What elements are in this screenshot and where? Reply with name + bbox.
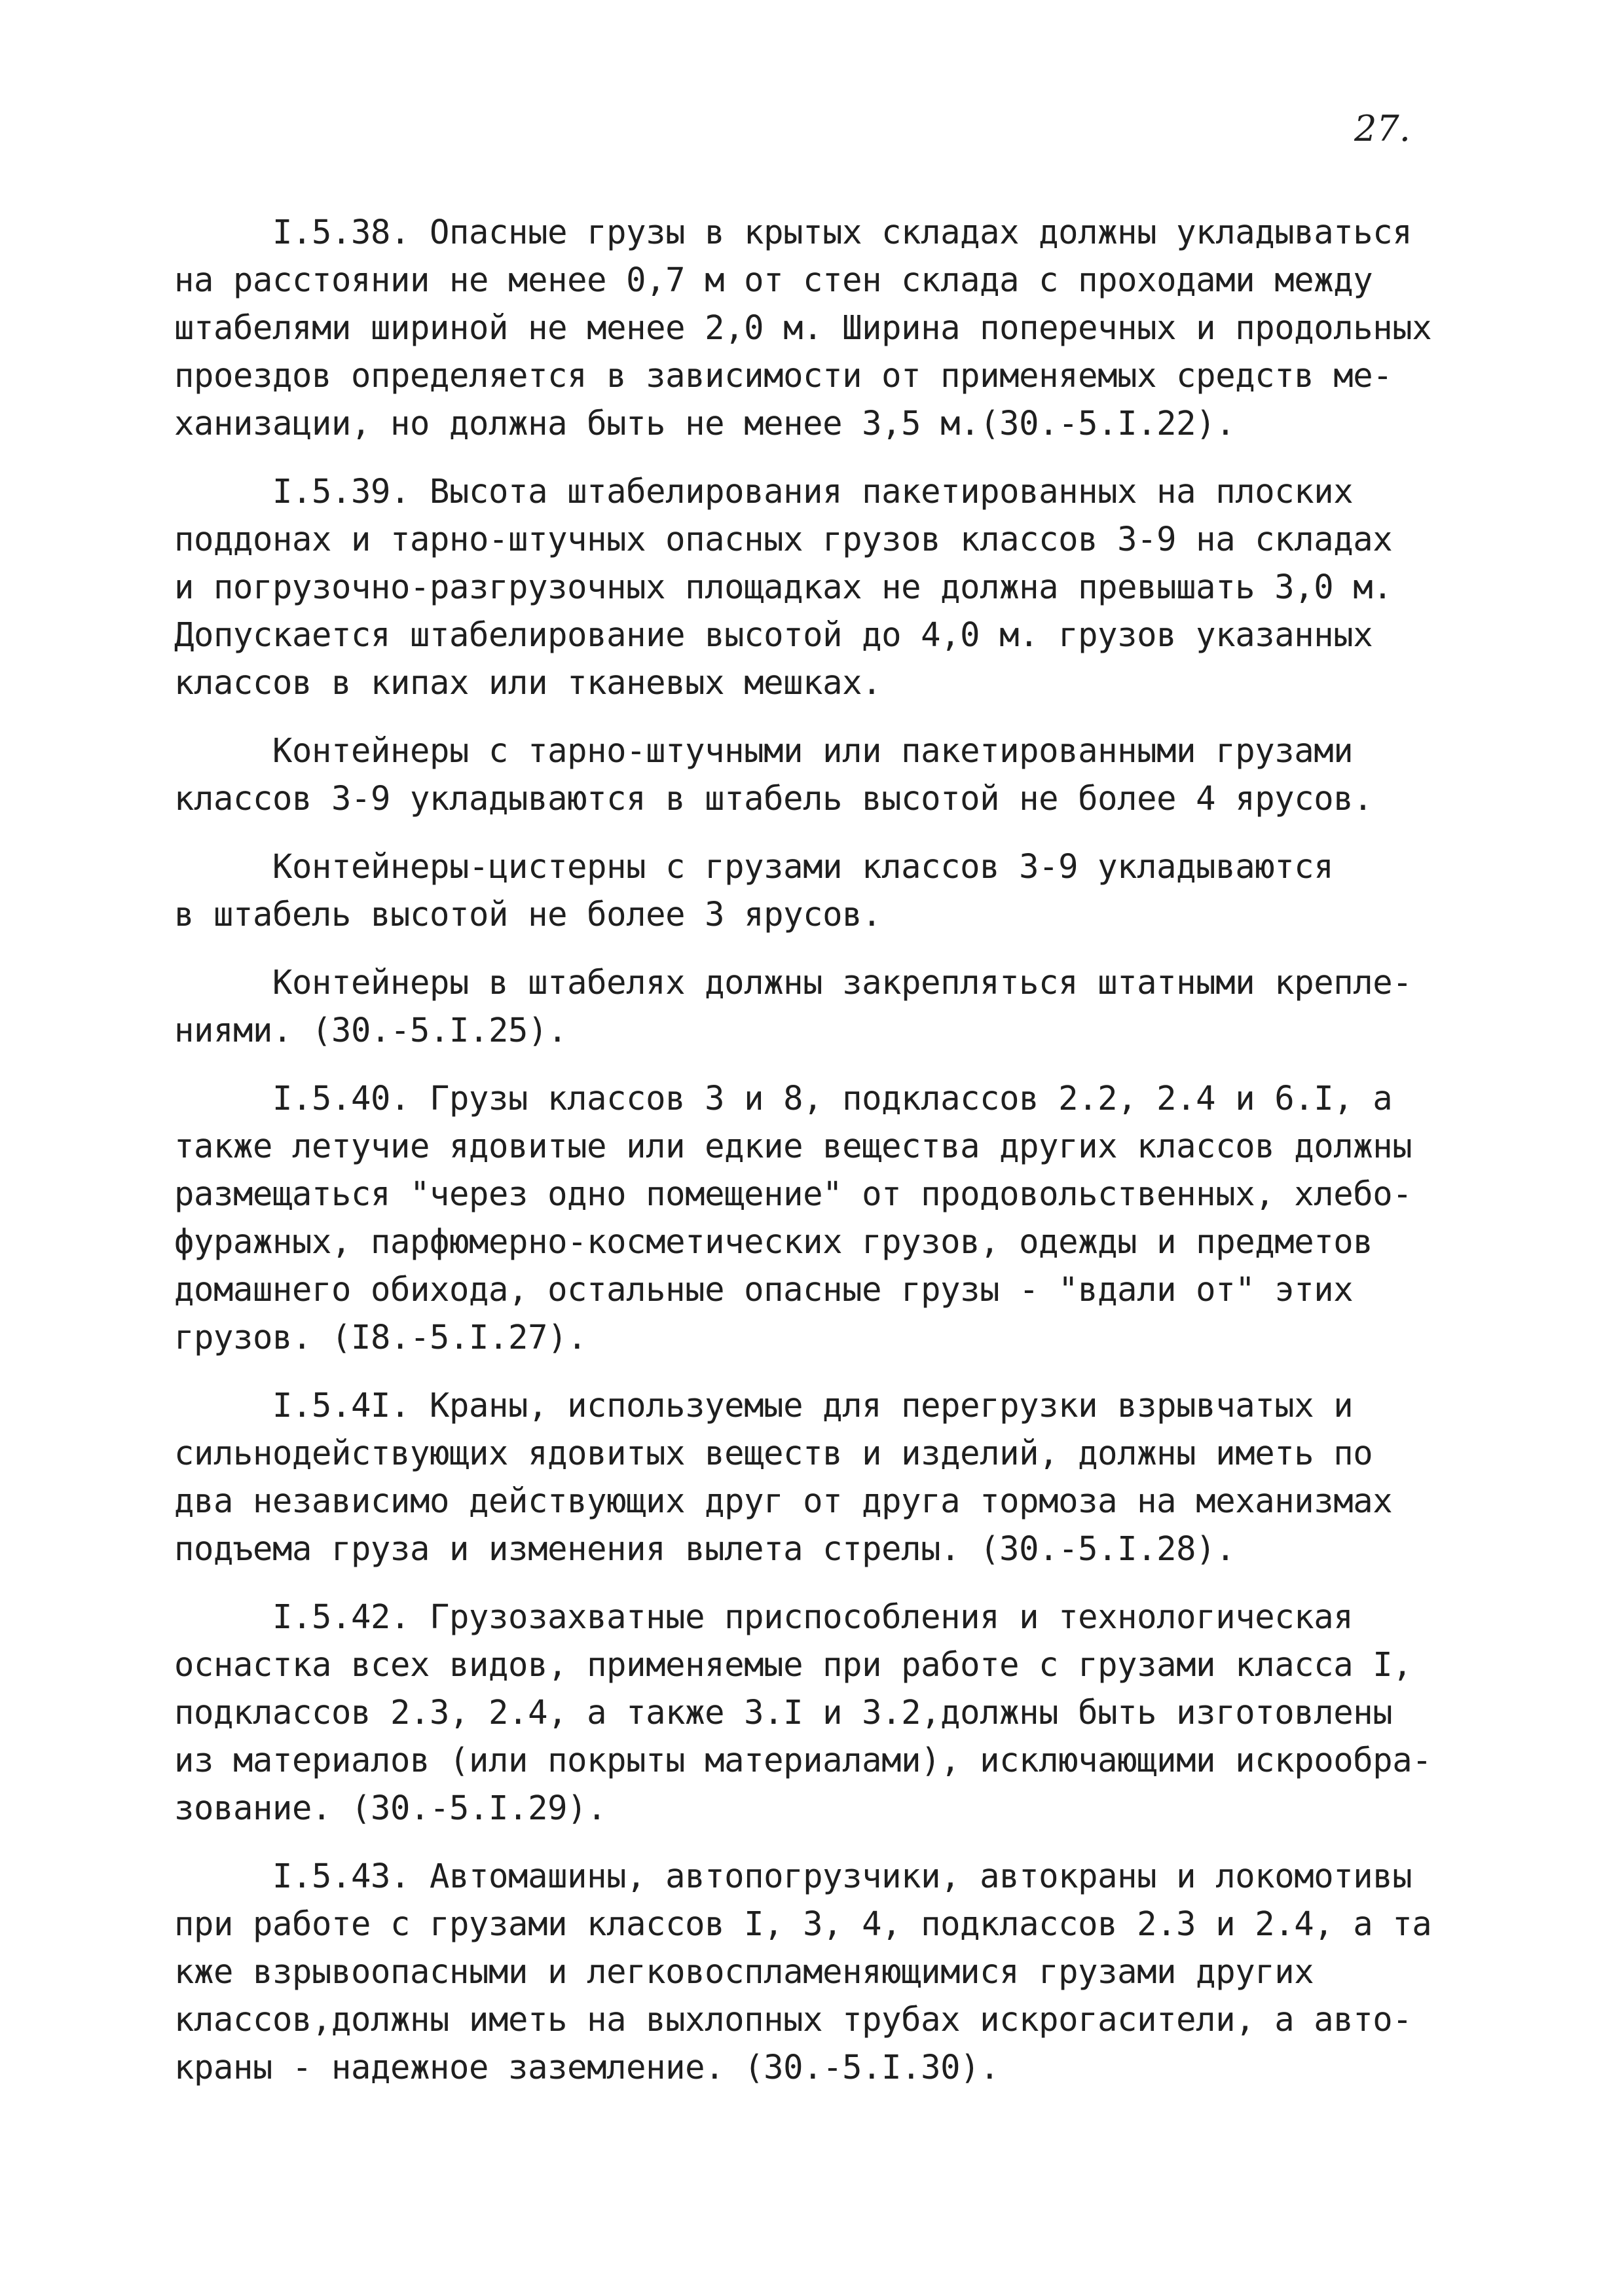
text-line: I.5.39. Высота штабелирования пакетированных на плоских <box>174 472 1354 511</box>
text-line: ханизации, но должна быть не менее 3,5 м.(30.-5.I.22). <box>174 404 1236 443</box>
paragraph-1-5-41 <box>174 1381 1484 1573</box>
text-line: зование. (30.-5.I.29). <box>174 1789 607 1827</box>
text-line: поддонах и тарно-штучных опасных грузов классов 3-9 на складах <box>174 520 1393 558</box>
text-line: классов,должны иметь на выхлопных трубах искрогасители, а авто- <box>174 2000 1412 2039</box>
text-line: размещаться "через одно помещение" от продовольственных, хлебо- <box>174 1175 1412 1213</box>
paragraph-containers-fastening <box>174 958 1484 1054</box>
page-number: 27. <box>1354 108 1411 149</box>
paragraph-1-5-43 <box>174 1852 1484 2091</box>
text-line: при работе с грузами классов I, 3, 4, подклассов 2.3 и 2.4, а та <box>174 1904 1432 1943</box>
text-line: подклассов 2.3, 2.4, а также 3.I и 3.2,должны быть изготовлены <box>174 1693 1393 1732</box>
text-line: Контейнеры с тарно-штучными или пакетированными грузами <box>174 731 1354 770</box>
text-line: оснастка всех видов, применяемые при работе с грузами класса I, <box>174 1645 1412 1684</box>
paragraph-1-5-40 <box>174 1074 1484 1361</box>
text-line: Допускается штабелирование высотой до 4,0 м. грузов указанных <box>174 615 1373 654</box>
text-line: два независимо действующих друг от друга тормоза на механизмах <box>174 1482 1393 1520</box>
text-line: штабелями шириной не менее 2,0 м. Ширина поперечных и продольных <box>174 308 1432 347</box>
text-line: подъема груза и изменения вылета стрелы. (30.-5.I.28). <box>174 1529 1236 1568</box>
paragraph-containers-stacking <box>174 727 1484 822</box>
paragraph-1-5-38 <box>174 208 1484 447</box>
text-line: I.5.4I. Краны, используемые для перегрузки взрывчатых и <box>174 1386 1354 1425</box>
text-line: сильнодействующих ядовитых веществ и изделий, должны иметь по <box>174 1434 1373 1472</box>
paragraph-1-5-42 <box>174 1593 1484 1832</box>
text-line: краны - надежное заземление. (30.-5.I.30). <box>174 2048 1000 2086</box>
text-line: I.5.43. Автомашины, автопогрузчики, автокраны и локомотивы <box>174 1857 1412 1895</box>
text-line: в штабель высотой не более 3 ярусов. <box>174 895 882 934</box>
text-line: классов 3-9 укладываются в штабель высотой не более 4 ярусов. <box>174 779 1373 818</box>
text-line: классов в кипах или тканевых мешках. <box>174 663 882 702</box>
text-line: грузов. (I8.-5.I.27). <box>174 1318 587 1357</box>
text-line: домашнего обихода, остальные опасные грузы - "вдали от" этих <box>174 1270 1354 1309</box>
paragraph-tank-containers <box>174 843 1484 938</box>
text-line: ниями. (30.-5.I.25). <box>174 1011 568 1049</box>
text-line: фуражных, парфюмерно-косметических грузов, одежды и предметов <box>174 1222 1373 1261</box>
text-line: I.5.40. Грузы классов 3 и 8, подклассов 2.2, 2.4 и 6.I, а <box>174 1079 1393 1118</box>
text-line: кже взрывоопасными и легковоспламеняющимися грузами других <box>174 1952 1314 1991</box>
text-line: на расстоянии не менее 0,7 м от стен склада с проходами между <box>174 261 1373 299</box>
text-line: I.5.42. Грузозахватные приспособления и технологическая <box>174 1597 1354 1636</box>
text-line: Контейнеры в штабелях должны закрепляться штатными крепле- <box>174 963 1412 1002</box>
text-line: и погрузочно-разгрузочных площадках не должна превышать 3,0 м. <box>174 568 1393 606</box>
document-body <box>174 208 1484 2111</box>
text-line: из материалов (или покрыты материалами), исключающими искрообра- <box>174 1741 1432 1779</box>
paragraph-1-5-39 <box>174 467 1484 706</box>
text-line: проездов определяется в зависимости от применяемых средств ме- <box>174 356 1393 395</box>
text-line: I.5.38. Опасные грузы в крытых складах должны укладываться <box>174 213 1412 251</box>
text-line: также летучие ядовитые или едкие вещества других классов должны <box>174 1127 1412 1165</box>
text-line: Контейнеры-цистерны с грузами классов 3-9 укладываются <box>174 847 1334 886</box>
